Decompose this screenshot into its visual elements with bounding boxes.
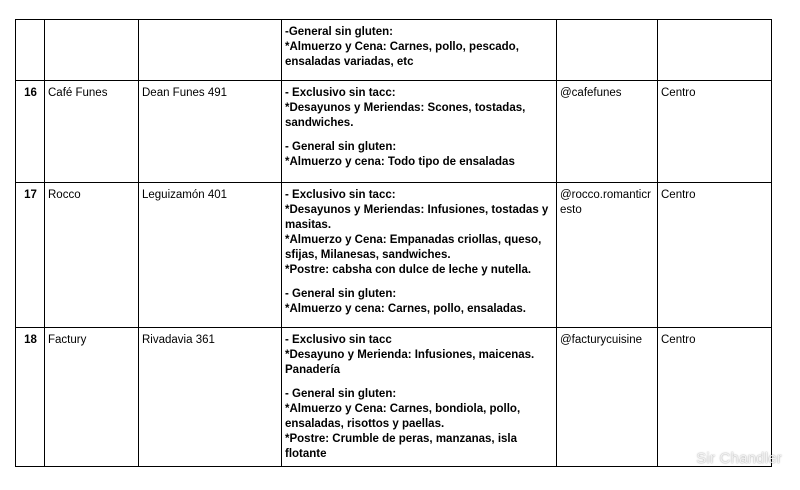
menu-line: - Exclusivo sin tacc <box>285 334 392 346</box>
table-row <box>16 20 772 81</box>
social-handle: @rocco.romanticresto <box>557 183 658 328</box>
watermark: Sir Chandler <box>696 450 782 467</box>
section-spacer <box>285 278 554 287</box>
table-row <box>16 81 772 183</box>
restaurant-address: Rivadavia 361 <box>139 328 282 467</box>
row-number: 16 <box>16 81 45 183</box>
menu-description <box>282 328 557 467</box>
menu-description <box>282 81 557 183</box>
menu-line: *Almuerzo y cena: Todo tipo de ensaladas <box>285 156 515 168</box>
restaurant-name <box>45 20 139 81</box>
menu-line: *Almuerzo y Cena: Empanadas criollas, queso, sfijas, Milanesas, sandwiches. <box>285 234 542 261</box>
section-spacer <box>285 131 554 140</box>
menu-line: *Almuerzo y Cena: Carnes, bondiola, pollo, ensaladas, risottos y paellas. <box>285 403 521 430</box>
zone: Centro <box>658 328 772 467</box>
social-handle: @facturycuisine <box>557 328 658 467</box>
table-body <box>16 20 772 467</box>
menu-line: - General sin gluten: <box>285 288 397 300</box>
social-handle: @cafefunes <box>557 81 658 183</box>
menu-description <box>282 183 557 328</box>
menu-description <box>282 20 557 81</box>
restaurant-address <box>139 20 282 81</box>
menu-line: - General sin gluten: <box>285 141 397 153</box>
section-spacer <box>285 378 554 387</box>
row-number: 17 <box>16 183 45 328</box>
zone: Centro <box>658 183 772 328</box>
menu-line: - Exclusivo sin tacc: <box>285 189 396 201</box>
menu-line: - General sin gluten: <box>285 388 397 400</box>
restaurant-name: Factury <box>45 328 139 467</box>
menu-line: *Desayuno y Merienda: Infusiones, maicenas. Panadería <box>285 349 535 376</box>
zone <box>658 20 772 81</box>
menu-line: *Almuerzo y cena: Carnes, pollo, ensaladas. <box>285 303 526 315</box>
row-number: 18 <box>16 328 45 467</box>
menu-line: *Desayunos y Meriendas: Scones, tostadas, sandwiches. <box>285 102 526 129</box>
table-row <box>16 328 772 467</box>
menu-line: *Almuerzo y Cena: Carnes, pollo, pescado, ensaladas variadas, etc <box>285 41 519 68</box>
row-number <box>16 20 45 81</box>
restaurant-name: Rocco <box>45 183 139 328</box>
restaurant-name: Café Funes <box>45 81 139 183</box>
table-row <box>16 183 772 328</box>
restaurant-address: Dean Funes 491 <box>139 81 282 183</box>
restaurants-table <box>15 19 772 467</box>
menu-line: *Postre: cabsha con dulce de leche y nutella. <box>285 264 532 276</box>
menu-line: -General sin gluten: <box>285 26 393 38</box>
social-handle <box>557 20 658 81</box>
menu-line: - Exclusivo sin tacc: <box>285 87 396 99</box>
menu-line: *Desayunos y Meriendas: Infusiones, tostadas y masitas. <box>285 204 549 231</box>
restaurant-address: Leguizamón 401 <box>139 183 282 328</box>
zone: Centro <box>658 81 772 183</box>
menu-line: *Postre: Crumble de peras, manzanas, isla flotante <box>285 433 518 460</box>
